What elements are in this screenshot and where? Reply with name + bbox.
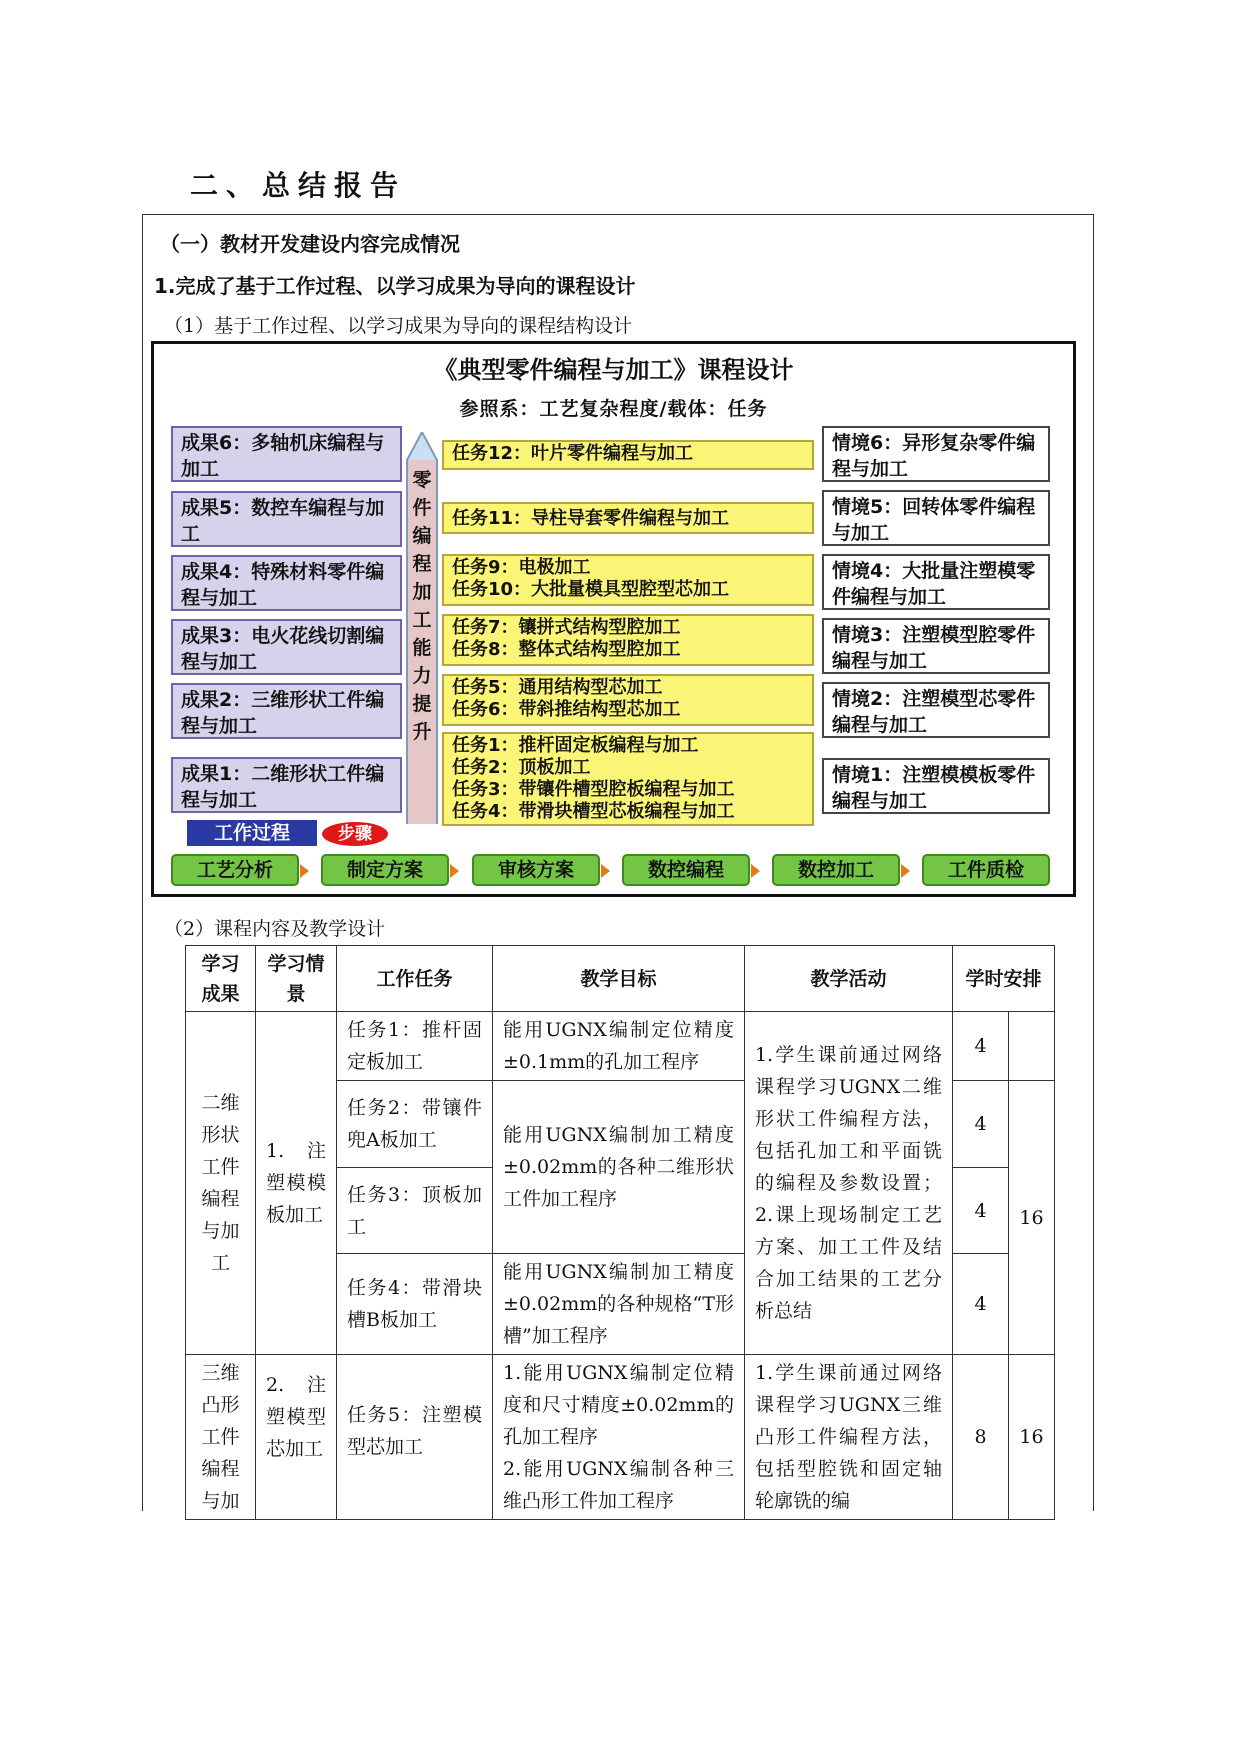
task-line: 任务8：整体式结构型腔加工 (452, 639, 681, 660)
cell-outcome: 二维形状工件编程与加工 (186, 1012, 256, 1355)
task-line: 任务2：顶板加工 (452, 757, 591, 778)
context-4: 情境4：大批量注塑模零件编程与加工 (822, 554, 1050, 610)
context-6: 情境6：异形复杂零件编程与加工 (822, 426, 1050, 482)
flow-step-1: 工艺分析 (171, 854, 299, 886)
course-table (185, 945, 1055, 1520)
outcome-3: 成果3：电火花线切割编程与加工 (171, 619, 402, 675)
task-box-9-10 (442, 554, 814, 606)
task-line: 任务9：电极加工 (452, 557, 591, 578)
col-header-hours: 学时安排 (953, 946, 1055, 1012)
cell-goal: 能用UGNX编制加工精度±0.02mm的各种二维形状工件加工程序 (493, 1081, 745, 1254)
outcome-5: 成果5：数控车编程与加工 (171, 491, 402, 547)
flow-arrow-icon (901, 864, 910, 878)
outcome-2: 成果2：三维形状工件编程与加工 (171, 683, 402, 739)
task-line: 任务11：导柱导套零件编程与加工 (452, 508, 730, 529)
heading-content-design: （2）课程内容及教学设计 (164, 918, 386, 940)
flow-arrow-icon (300, 864, 309, 878)
cell-outcome: 三维凸形工件编程与加 (186, 1355, 256, 1520)
cell-task: 任务2：带镶件兜A板加工 (337, 1081, 493, 1168)
capability-arrow (406, 432, 438, 824)
cell-task: 任务5：注塑模型芯加工 (337, 1355, 493, 1520)
col-header-activity: 教学活动 (745, 946, 953, 1012)
task-line: 任务12：叶片零件编程与加工 (452, 443, 694, 464)
cell-total-hours: 16 (1009, 1081, 1055, 1355)
task-box-5-6 (442, 674, 814, 726)
table-row (186, 1355, 1055, 1520)
cell-hours: 4 (953, 1168, 1009, 1254)
arrow-head-icon (406, 432, 438, 462)
cell-context: 1. 注塑模模板加工 (256, 1012, 337, 1355)
cell-goal: 能用UGNX编制定位精度±0.1mm的孔加工程序 (493, 1012, 745, 1081)
task-box-7-8 (442, 614, 814, 666)
task-line: 任务10：大批量模具型腔型芯加工 (452, 579, 730, 600)
outcome-6: 成果6：多轴机床编程与加工 (171, 426, 402, 482)
flow-step-4: 数控编程 (622, 854, 750, 886)
diagram-subtitle: 参照系：工艺复杂程度/载体：任务 (459, 398, 768, 420)
step-badge: 步骤 (322, 822, 388, 846)
flow-step-5: 数控加工 (772, 854, 900, 886)
context-5: 情境5：回转体零件编程与加工 (822, 490, 1050, 546)
cell-activity: 1.学生课前通过网络课程学习UGNX三维凸形工件编程方法，包括型腔铣和固定轴轮廓铣的编 (745, 1355, 953, 1520)
arrow-label: 零件编程加工能力提升 (406, 460, 438, 824)
col-header-outcome: 学习成果 (186, 946, 256, 1012)
cell-empty (1009, 1012, 1055, 1081)
cell-hours: 8 (953, 1355, 1009, 1520)
task-box-12 (442, 440, 814, 470)
cell-total-hours: 16 (1009, 1355, 1055, 1520)
flow-step-6: 工件质检 (922, 854, 1050, 886)
cell-goal: 能用UGNX编制加工精度±0.02mm的各种规格“T形槽”加工程序 (493, 1254, 745, 1355)
flow-arrow-icon (450, 864, 459, 878)
context-1: 情境1：注塑模模板零件编程与加工 (822, 758, 1050, 814)
col-header-task: 工作任务 (337, 946, 493, 1012)
heading-textbook-development: （一）教材开发建设内容完成情况 (160, 232, 460, 256)
col-header-goal: 教学目标 (493, 946, 745, 1012)
cell-task: 任务1：推杆固定板加工 (337, 1012, 493, 1081)
heading-course-design: 1.完成了基于工作过程、以学习成果为导向的课程设计 (154, 274, 636, 298)
outcome-1: 成果1：二维形状工件编程与加工 (171, 757, 402, 813)
cell-task: 任务3：顶板加工 (337, 1168, 493, 1254)
cell-hours: 4 (953, 1012, 1009, 1081)
work-process-label: 工作过程 (187, 820, 317, 846)
flow-arrow-icon (751, 864, 760, 878)
cell-activity: 1.学生课前通过网络课程学习UGNX二维形状工件编程方法，包括孔加工和平面铣的编程及参数设置；2.课上现场制定工艺方案、加工工件及结合加工结果的工艺分析总结 (745, 1012, 953, 1355)
context-2: 情境2：注塑模型芯零件编程与加工 (822, 682, 1050, 738)
task-line: 任务7：镶拼式结构型腔加工 (452, 617, 681, 638)
task-box-11 (442, 502, 814, 534)
flow-step-3: 审核方案 (472, 854, 600, 886)
heading-structure-design: （1）基于工作过程、以学习成果为导向的课程结构设计 (164, 315, 633, 337)
flow-arrow-icon (601, 864, 610, 878)
outcome-4: 成果4：特殊材料零件编程与加工 (171, 555, 402, 611)
task-line: 任务5：通用结构型芯加工 (452, 677, 663, 698)
section-title: 二、总结报告 (190, 169, 407, 202)
task-line: 任务1：推杆固定板编程与加工 (452, 735, 699, 756)
table-row (186, 1012, 1055, 1081)
course-design-diagram (151, 341, 1076, 897)
cell-context: 2. 注塑模型芯加工 (256, 1355, 337, 1520)
cell-task: 任务4：带滑块槽B板加工 (337, 1254, 493, 1355)
cell-hours: 4 (953, 1254, 1009, 1355)
diagram-title: 《典型零件编程与加工》课程设计 (433, 356, 794, 384)
col-header-context: 学习情景 (256, 946, 337, 1012)
table-header-row (186, 946, 1055, 1012)
flow-step-2: 制定方案 (321, 854, 449, 886)
task-line: 任务6：带斜推结构型芯加工 (452, 699, 681, 720)
task-box-1-4 (442, 732, 814, 826)
cell-hours: 4 (953, 1081, 1009, 1168)
context-3: 情境3：注塑模型腔零件编程与加工 (822, 618, 1050, 674)
task-line: 任务4：带滑块槽型芯板编程与加工 (452, 801, 735, 822)
cell-goal: 1.能用UGNX编制定位精度和尺寸精度±0.02mm的孔加工程序 2.能用UGNX编制各种三维凸形工件加工程序 (493, 1355, 745, 1520)
task-line: 任务3：带镶件槽型腔板编程与加工 (452, 779, 735, 800)
